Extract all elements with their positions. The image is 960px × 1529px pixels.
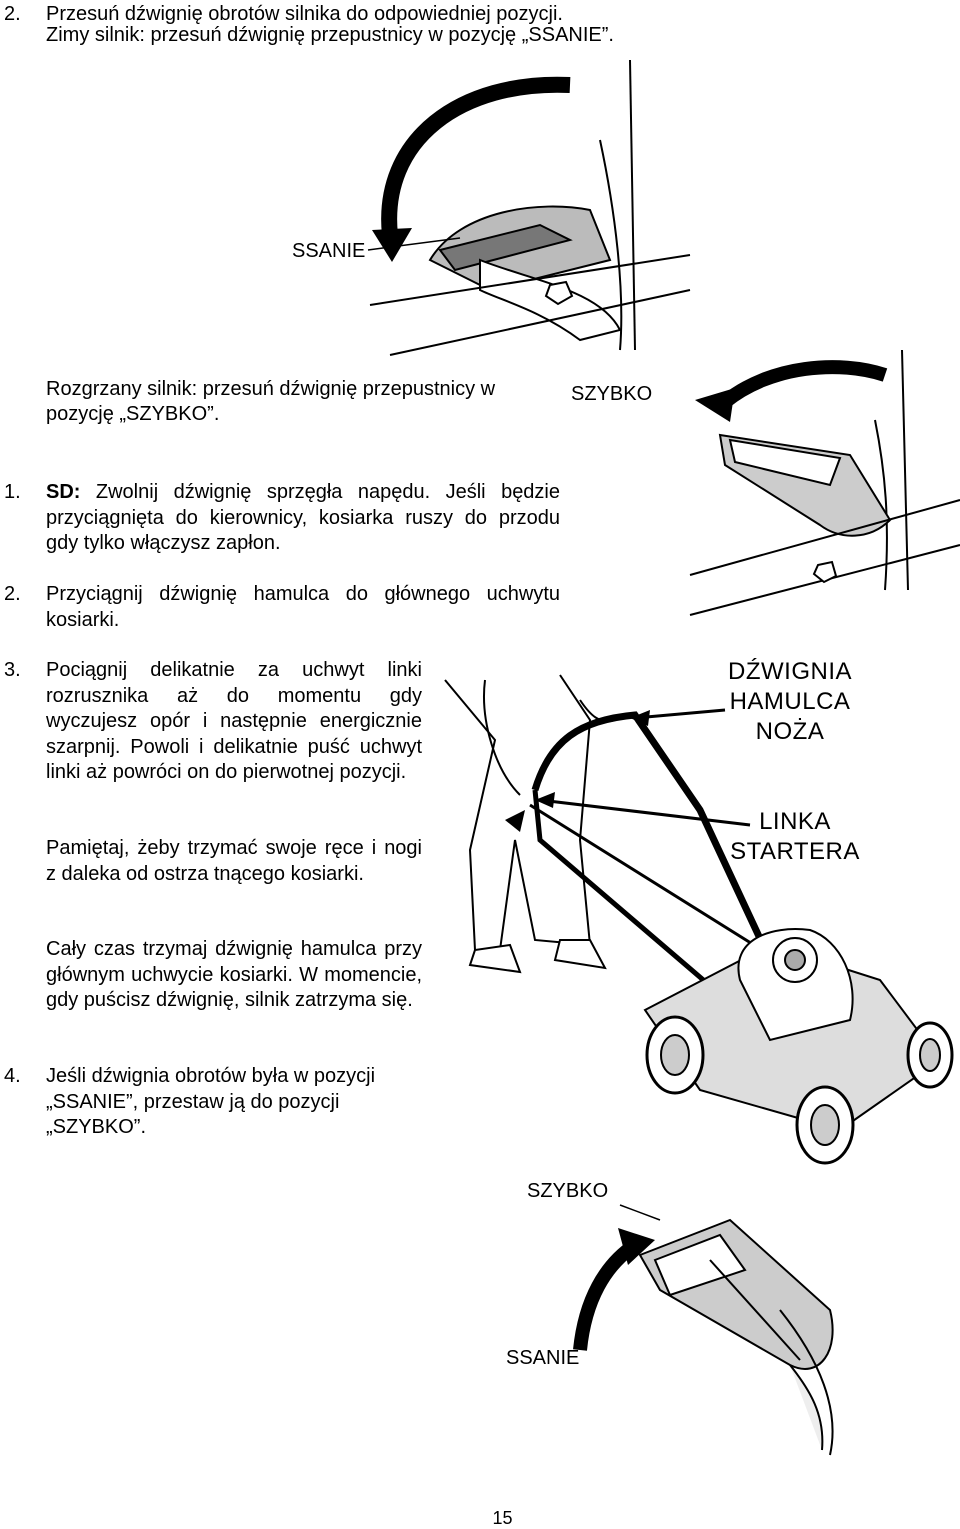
brake-lever-label-line: DŹWIGNIA <box>728 658 852 685</box>
step-text: Jeśli dźwignia obrotów była w pozycji „SSANIE”, przestaw ją do pozycji „SZYBKO”. <box>46 1065 376 1138</box>
fast-label: SZYBKO <box>571 383 653 405</box>
instruction-text: Rozgrzany silnik: przesuń dźwignię przepustnicy w <box>46 378 496 400</box>
step-number: 4. <box>4 1065 21 1087</box>
note-text: Cały czas trzymaj dźwignię hamulca przy głównym uchwycie kosiarki. W momencie, gdy puścisz dźwignię, silnik zatrzyma się. <box>46 938 422 1011</box>
instruction-text: Przesuń dźwignię obrotów silnika do odpowiedniej pozycji. <box>46 3 563 25</box>
choke-label: SSANIE <box>506 1347 580 1369</box>
brake-lever-label-line: HAMULCA <box>729 688 851 715</box>
step-text: Przyciągnij dźwignię hamulca do głównego uchwytu kosiarki. <box>46 583 560 631</box>
lever-illustration-fast-from-choke <box>560 1200 880 1460</box>
starter-cord-label-line: STARTERA <box>730 838 860 865</box>
step-model-tag: SD: <box>46 481 81 503</box>
step-number: 1. <box>4 481 21 503</box>
step-text-body: Zwolnij dźwignię sprzęgła napędu. Jeśli będzie przyciągnięta do kierownicy, kosiarka ruszy do przodu gdy tylko włączysz zapłon. <box>46 481 560 554</box>
mower-illustration <box>440 660 960 1170</box>
starter-cord-label-line: LINKA <box>759 808 831 835</box>
starter-cord-label <box>710 807 880 867</box>
step-number: 3. <box>4 659 21 681</box>
step-text <box>46 480 560 557</box>
step-number: 2. <box>4 3 21 25</box>
brake-lever-label <box>705 657 875 747</box>
instruction-text: Zimy silnik: przesuń dźwignię przepustnicy w pozycję „SSANIE”. <box>46 24 614 46</box>
note-text: Pamiętaj, żeby trzymać swoje ręce i nogi z daleka od ostrza tnącego kosiarki. <box>46 837 422 885</box>
fast-label: SZYBKO <box>527 1180 609 1202</box>
step-text: Pociągnij delikatnie za uchwyt linki rozrusznika aż do momentu gdy wyczujesz opór i następnie energicznie szarpnij. Powoli i delikatnie puść uchwyt linki aż powróci on do pierwotnej pozycji. <box>46 659 422 783</box>
choke-label: SSANIE <box>292 240 366 262</box>
page-number: 15 <box>492 1508 513 1528</box>
step-number: 2. <box>4 583 21 605</box>
brake-lever-label-line: NOŻA <box>755 718 825 745</box>
lever-illustration-fast <box>690 350 960 620</box>
lever-illustration-choke <box>280 60 700 360</box>
instruction-text: pozycję „SZYBKO”. <box>46 403 220 425</box>
